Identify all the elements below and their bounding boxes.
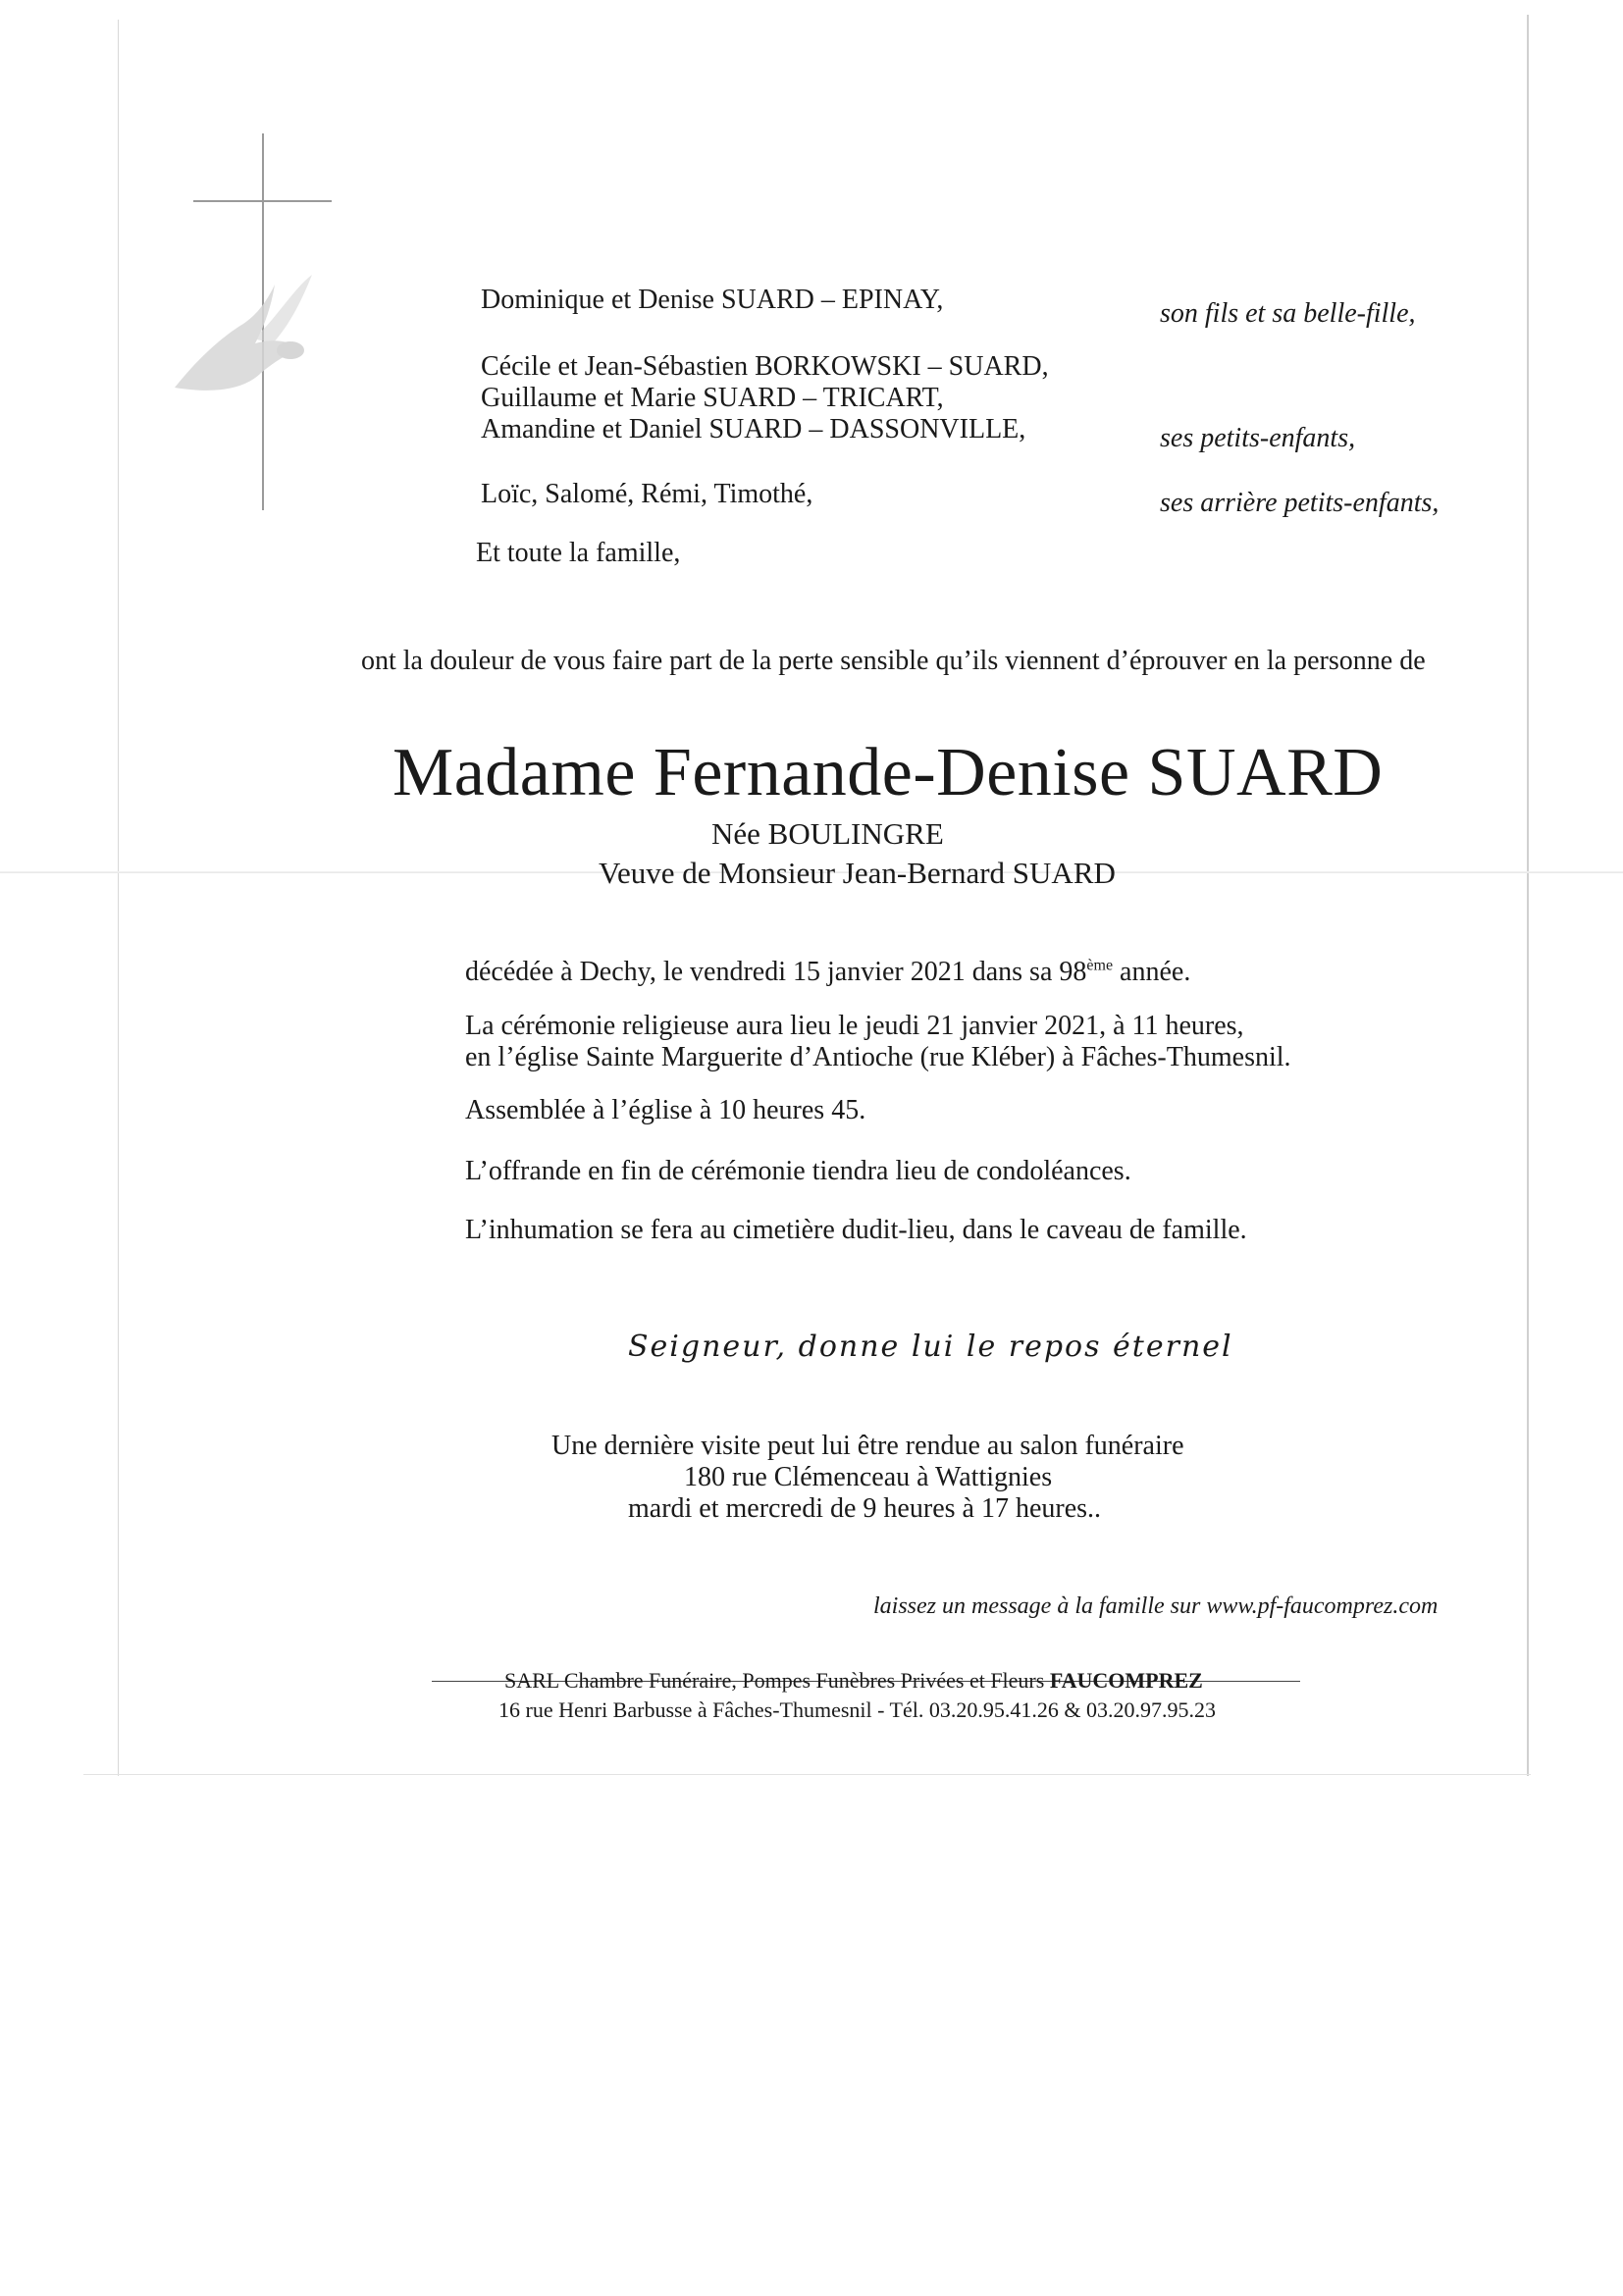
message-link[interactable]: laissez un message à la famille sur www.pf-faucomprez.com bbox=[873, 1593, 1439, 1619]
page-edge-bottom bbox=[83, 1774, 1531, 1775]
ceremony-line-1: La cérémonie religieuse aura lieu le jeudi 21 janvier 2021, à 11 heures, bbox=[465, 1011, 1244, 1041]
deceased-name: Madame Fernande-Denise SUARD bbox=[393, 735, 1384, 810]
announcement: ont la douleur de vous faire part de la perte sensible qu’ils viennent d’éprouver en la personne de bbox=[361, 646, 1426, 676]
great-grandchildren-role: ses arrière petits-enfants, bbox=[1160, 488, 1440, 518]
cross-icon-horizontal bbox=[193, 200, 332, 202]
grandchildren-role: ses petits-enfants, bbox=[1160, 423, 1356, 453]
footer-company: SARL Chambre Funéraire, Pompes Funèbres Privées et Fleurs FAUCOMPREZ bbox=[504, 1668, 1203, 1693]
birth-name: Née BOULINGRE bbox=[711, 816, 944, 851]
visit-line-1: Une dernière visite peut lui être rendue au salon funéraire bbox=[551, 1431, 1184, 1461]
grandchild-1: Cécile et Jean-Sébastien BORKOWSKI – SUARD, bbox=[481, 351, 1049, 382]
prayer: Seigneur, donne lui le repos éternel bbox=[628, 1330, 1233, 1364]
whole-family: Et toute la famille, bbox=[476, 538, 681, 568]
widow-of: Veuve de Monsieur Jean-Bernard SUARD bbox=[599, 856, 1116, 890]
page-edge-right bbox=[1527, 15, 1529, 1776]
grandchild-3: Amandine et Daniel SUARD – DASSONVILLE, bbox=[481, 414, 1026, 444]
death-info: décédée à Dechy, le vendredi 15 janvier 2021 dans sa 98ème année. bbox=[465, 957, 1191, 987]
burial: L’inhumation se fera au cimetière dudit-lieu, dans le caveau de famille. bbox=[465, 1215, 1247, 1245]
dove-icon bbox=[165, 270, 322, 417]
grandchild-2: Guillaume et Marie SUARD – TRICART, bbox=[481, 383, 944, 413]
visit-line-2: 180 rue Clémenceau à Wattignies bbox=[684, 1462, 1053, 1492]
son-names: Dominique et Denise SUARD – EPINAY, bbox=[481, 285, 944, 315]
assembly-time: Assemblée à l’église à 10 heures 45. bbox=[465, 1095, 866, 1125]
offering: L’offrande en fin de cérémonie tiendra lieu de condoléances. bbox=[465, 1156, 1131, 1186]
footer-address: 16 rue Henri Barbusse à Fâches-Thumesnil - Tél. 03.20.95.41.26 & 03.20.97.95.23 bbox=[498, 1697, 1216, 1722]
page-edge-left bbox=[118, 20, 119, 1776]
visit-line-3: mardi et mercredi de 9 heures à 17 heures.. bbox=[628, 1493, 1102, 1524]
son-role: son fils et sa belle-fille, bbox=[1160, 298, 1416, 329]
ceremony-line-2: en l’église Sainte Marguerite d’Antioche (rue Kléber) à Fâches-Thumesnil. bbox=[465, 1042, 1291, 1072]
great-grandchildren: Loïc, Salomé, Rémi, Timothé, bbox=[481, 479, 813, 509]
